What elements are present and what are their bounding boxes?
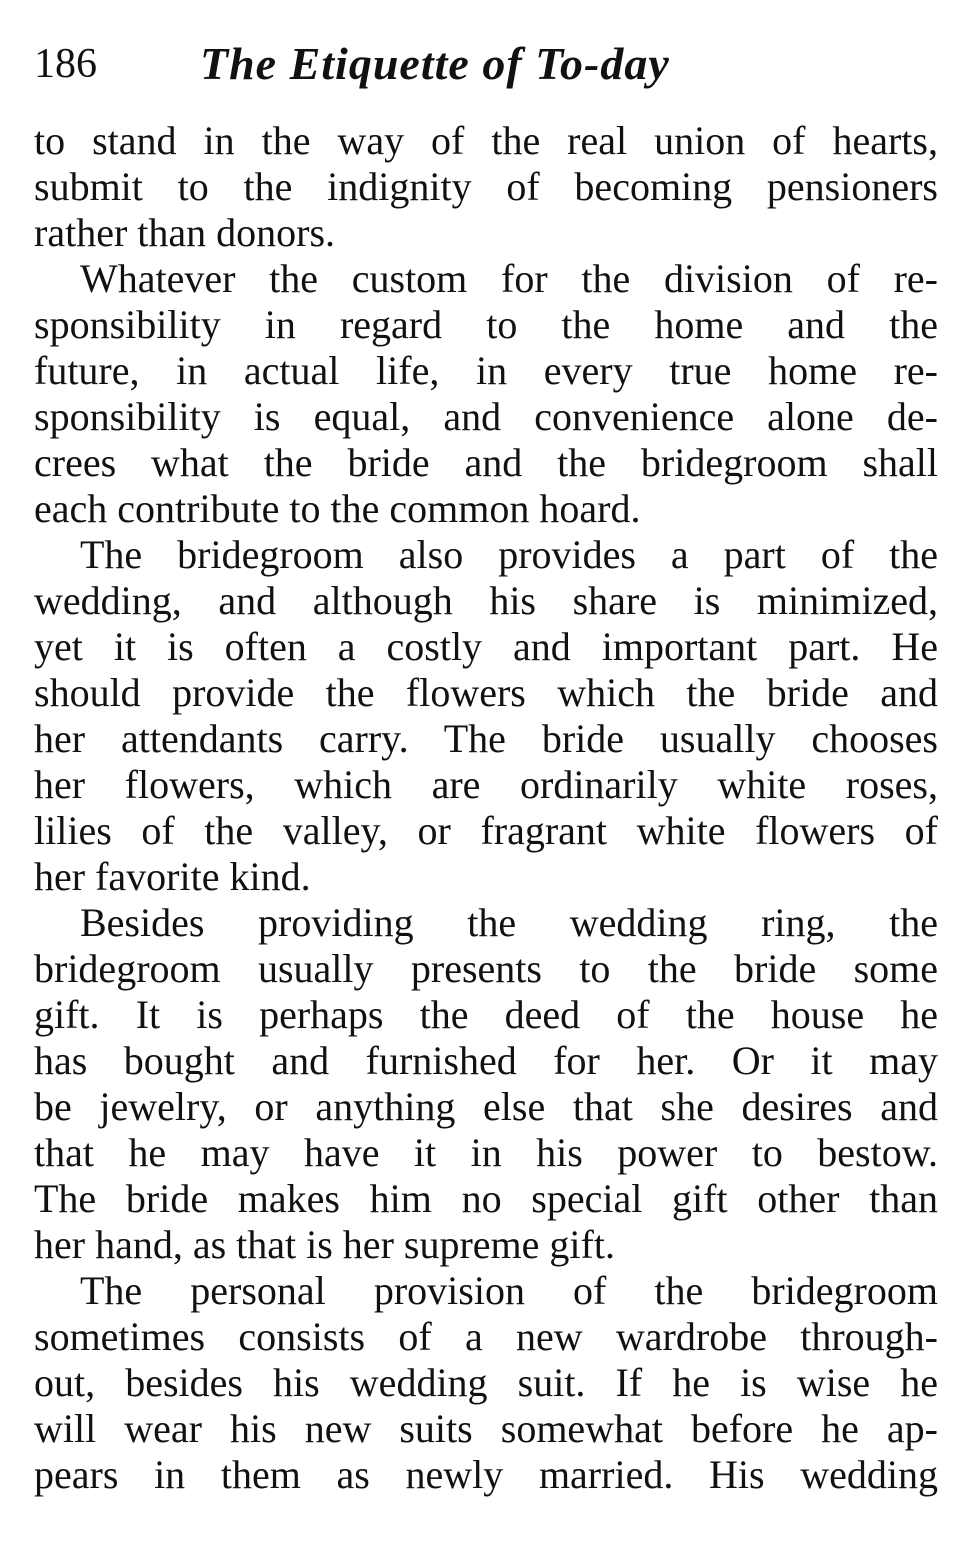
text-line: her favorite kind. <box>34 854 311 899</box>
text-line: has bought and furnished for her. Or it may <box>34 1038 938 1083</box>
text-line: pears in them as newly married. His wedding <box>34 1452 938 1497</box>
text-line: Besides providing the wedding ring, the <box>80 900 938 945</box>
body-text <box>34 118 938 1498</box>
page-header <box>34 36 934 92</box>
text-line: her hand, as that is her supreme gift. <box>34 1222 615 1267</box>
text-line: be jewelry, or anything else that she desires and <box>34 1084 938 1129</box>
text-line: sponsibility in regard to the home and the <box>34 302 938 347</box>
running-title: The Etiquette of To-day <box>200 38 670 89</box>
text-line: her flowers, which are ordinarily white roses, <box>34 762 938 807</box>
text-line: gift. It is perhaps the deed of the house he <box>34 992 938 1037</box>
text-line: future, in actual life, in every true home re- <box>34 348 938 393</box>
text-line: bridegroom usually presents to the bride some <box>34 946 938 991</box>
text-line: The bridegroom also provides a part of the <box>80 532 938 577</box>
text-line: Whatever the custom for the division of re- <box>80 256 938 301</box>
text-line: out, besides his wedding suit. If he is wise he <box>34 1360 938 1405</box>
text-line: to stand in the way of the real union of hearts, <box>34 118 938 163</box>
text-line: lilies of the valley, or fragrant white flowers of <box>34 808 938 853</box>
text-line: yet it is often a costly and important part. He <box>34 624 938 669</box>
text-line: her attendants carry. The bride usually chooses <box>34 716 938 761</box>
text-line: that he may have it in his power to bestow. <box>34 1130 938 1175</box>
text-line: will wear his new suits somewhat before he ap- <box>34 1406 938 1451</box>
text-line: crees what the bride and the bridegroom shall <box>34 440 938 485</box>
text-line: sponsibility is equal, and convenience alone de- <box>34 394 938 439</box>
page-number: 186 <box>34 41 97 87</box>
text-line: sometimes consists of a new wardrobe through- <box>34 1314 938 1359</box>
text-line: rather than donors. <box>34 210 336 255</box>
text-line: submit to the indignity of becoming pensioners <box>34 164 938 209</box>
text-line: The personal provision of the bridegroom <box>80 1268 938 1313</box>
text-line: each contribute to the common hoard. <box>34 486 641 531</box>
text-line: wedding, and although his share is minimized, <box>34 578 938 623</box>
text-line: The bride makes him no special gift other than <box>34 1176 938 1221</box>
text-line: should provide the flowers which the bride and <box>34 670 938 715</box>
